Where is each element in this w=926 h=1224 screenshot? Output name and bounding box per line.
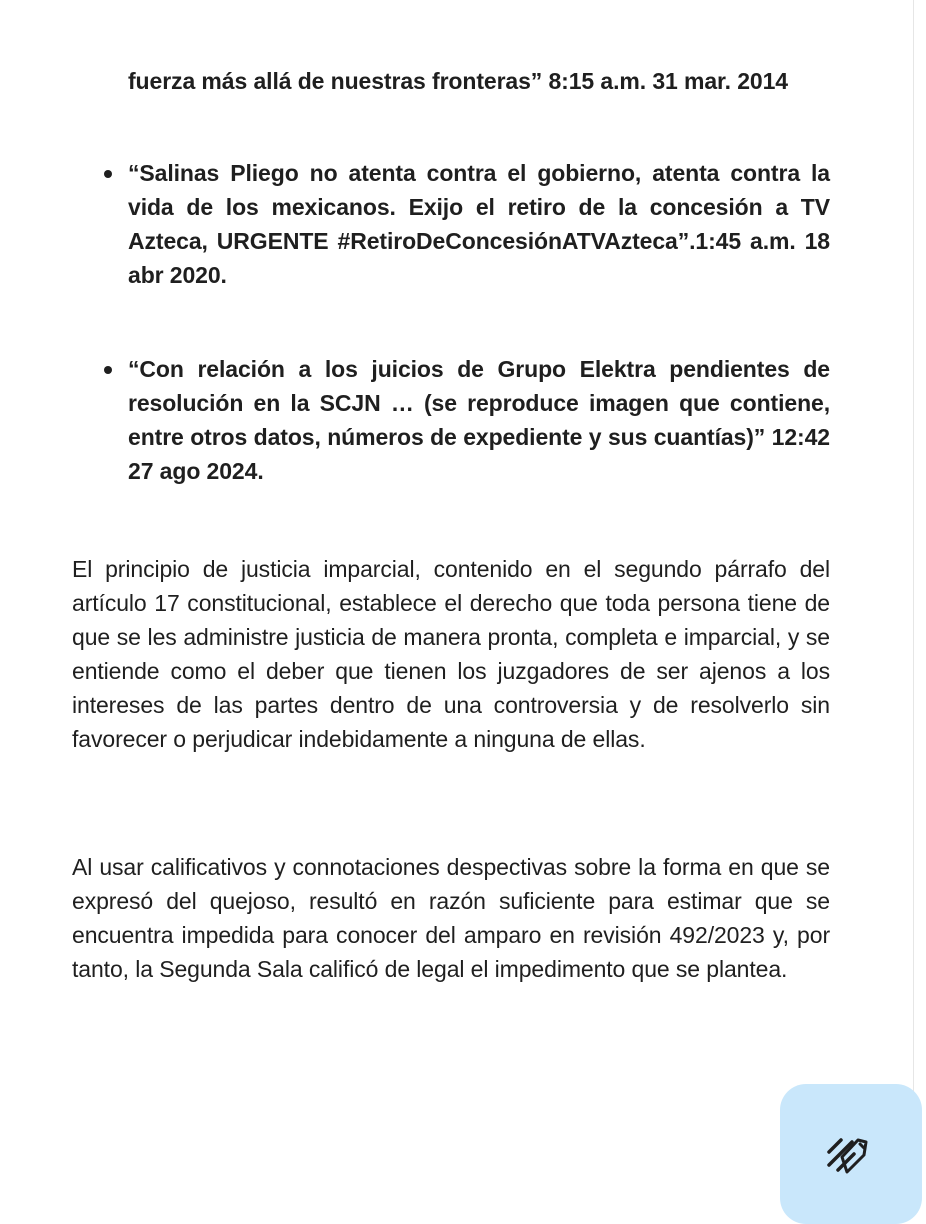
list-item (72, 156, 830, 292)
list-item-text: “Con relación a los juicios de Grupo Elektra pendientes de resolución en la SCJN … (se reproduce imagen que contiene, entre otros datos, números de expediente y sus cuantías)” 12:42 27 ago 2024. (128, 356, 830, 484)
draw-button[interactable] (780, 1084, 922, 1224)
quote-list (72, 156, 830, 488)
bullet-dot-icon (104, 170, 112, 178)
draw-pen-icon (824, 1132, 870, 1178)
paragraph-impedimento: Al usar calificativos y connotaciones despectivas sobre la forma en que se expresó del quejoso, resultó en razón suficiente para estimar que se encuentra impedida para conocer del amparo en revisión 492/2023 y, por tanto, la Segunda Sala calificó de legal el impedimento que se plantea. (72, 854, 830, 982)
quote-continuation-line: fuerza más allá de nuestras fronteras” 8:15 a.m. 31 mar. 2014 (128, 68, 788, 94)
page-edge-divider (913, 0, 914, 1200)
list-item (72, 352, 830, 488)
bullet-dot-icon (104, 366, 112, 374)
list-item-text: “Salinas Pliego no atenta contra el gobierno, atenta contra la vida de los mexicanos. Exijo el retiro de la concesión a TV Azteca, URGENTE #RetiroDeConcesiónATVAzteca”.1:45 a.m. 18 abr 2020. (128, 160, 830, 288)
paragraph-justicia-imparcial: El principio de justicia imparcial, contenido en el segundo párrafo del artículo 17 constitucional, establece el derecho que toda persona tiene de que se les administre justicia de manera pronta, completa e imparcial, y se entiende como el deber que tienen los juzgadores de ser ajenos a los intereses de las partes dentro de una controversia y de resolverlo sin favorecer o perjudicar indebidamente a ninguna de ellas. (72, 556, 830, 752)
